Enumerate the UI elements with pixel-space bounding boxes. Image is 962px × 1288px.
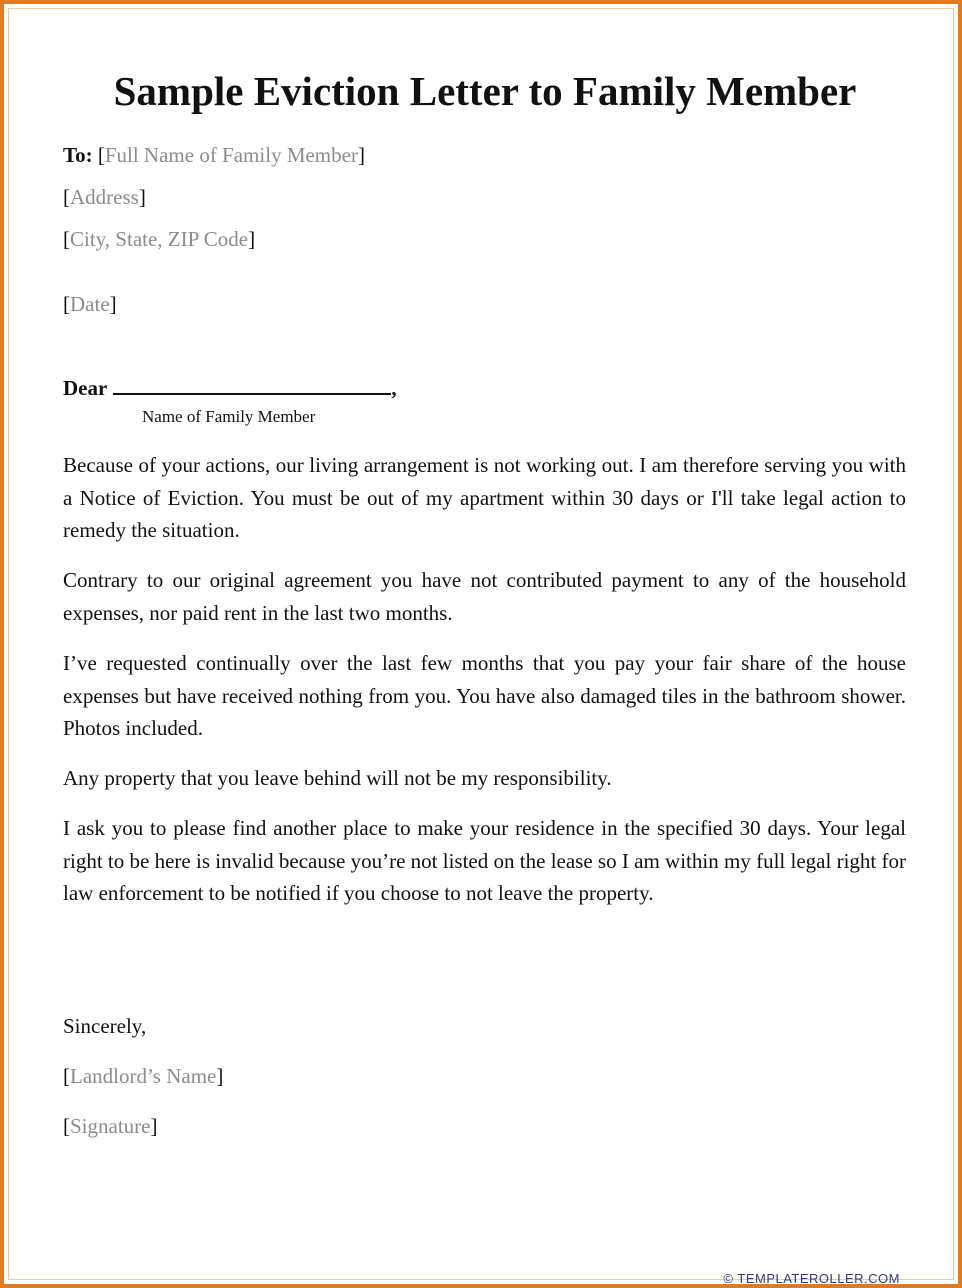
address-line: [Address]	[63, 185, 146, 209]
to-label: To:	[63, 143, 93, 167]
body-paragraph-2: Contrary to our original agreement you have not contributed payment to any of the household expenses, nor paid rent in the last two months.	[63, 568, 906, 625]
date-placeholder: Date	[70, 292, 110, 316]
city-state-zip-line: [City, State, ZIP Code]	[63, 227, 256, 251]
dear-comma: ,	[391, 376, 397, 400]
address-placeholder: Address	[70, 185, 139, 209]
signature-placeholder: Signature	[70, 1114, 151, 1138]
recipient-name-blank	[113, 373, 391, 395]
dear-caption: Name of Family Member	[142, 407, 316, 426]
salutation-line	[63, 373, 397, 402]
body-paragraph-3: I’ve requested continually over the last few months that you pay your fair share of the house expenses but have received nothing from you. You have also damaged tiles in the bathroom shower. Photos included.	[63, 651, 906, 740]
landlord-name-line: [Landlord’s Name]	[63, 1064, 224, 1088]
body-paragraph-1: Because of your actions, our living arrangement is not working out. I am therefore serving you with a Notice of Eviction. You must be out of my apartment within 30 days or I'll take legal action to remedy the situation.	[63, 453, 906, 542]
date-line: [Date]	[63, 292, 117, 316]
landlord-name-placeholder: Landlord’s Name	[70, 1064, 217, 1088]
recipient-name-placeholder: Full Name of Family Member	[104, 143, 358, 167]
document-title: Sample Eviction Letter to Family Member	[113, 68, 857, 114]
dear-label: Dear	[63, 376, 108, 400]
body-paragraph-5: I ask you to please find another place to make your residence in the specified 30 days. Your legal right to be here is invalid because you’re not listed on the lease so I am within my full legal right for law enforcement to be notified if you choose to not leave the property.	[63, 816, 906, 905]
footer-watermark: © TEMPLATEROLLER.COM	[723, 1272, 900, 1284]
city-state-zip-placeholder: City, State, ZIP Code	[70, 227, 249, 251]
to-line: To: [Full Name of Family Member]	[63, 143, 365, 167]
signature-line: [Signature]	[63, 1114, 158, 1138]
closing: Sincerely,	[63, 1014, 147, 1038]
body-paragraph-4: Any property that you leave behind will not be my responsibility.	[63, 766, 612, 790]
